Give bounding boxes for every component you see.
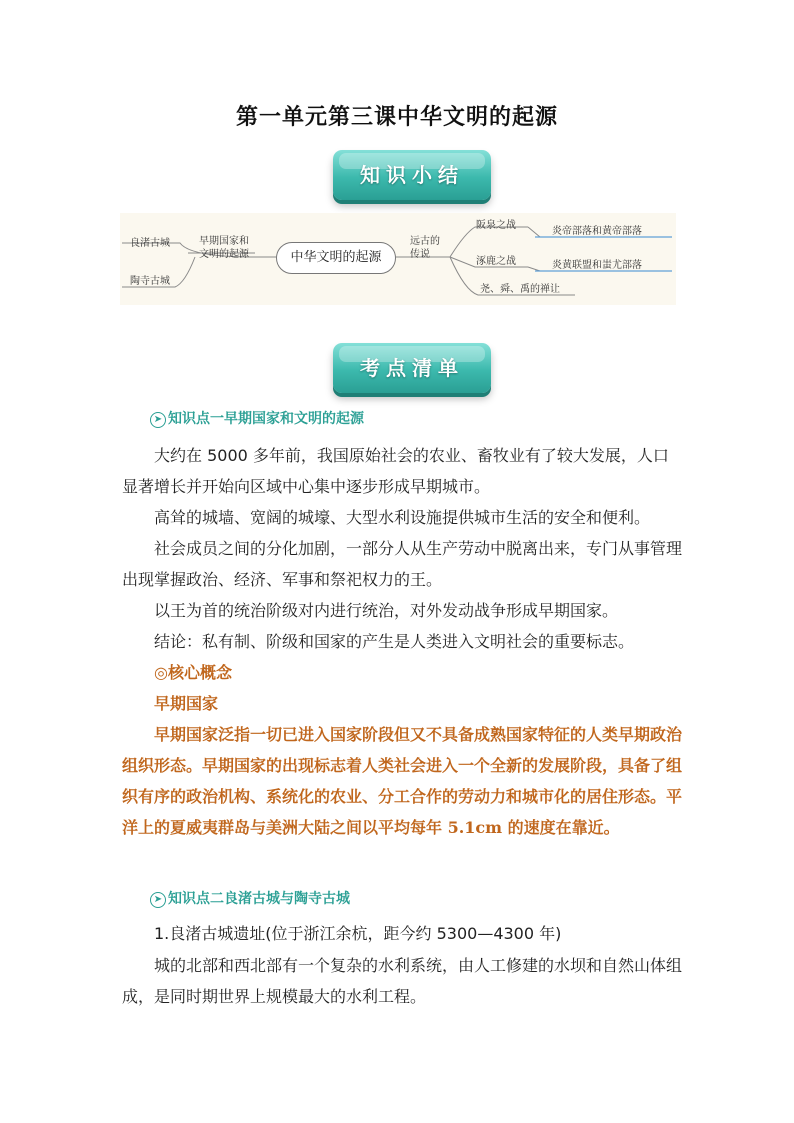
mind-map-leaf-taosi: 陶寺古城 xyxy=(130,276,170,287)
section1-heading-text: 知识点一早期国家和文明的起源 xyxy=(168,411,364,427)
section1-paragraph-1: 大约在 5000 多年前，我国原始社会的农业、畜牧业有了较大发展，人口显著增长并开始向区域中心集中逐步形成早期城市。 xyxy=(122,446,669,496)
arrow-circle-icon: ➤ xyxy=(150,892,166,908)
section1-heading xyxy=(150,408,364,428)
mind-map-center: 中华文明的起源 xyxy=(276,242,396,274)
mind-map-item-banquan: 阪泉之战 xyxy=(476,220,516,231)
mind-map-leaf-liangzhu: 良渚古城 xyxy=(130,238,170,249)
section2-heading-text: 知识点二良渚古城与陶寺古城 xyxy=(168,891,350,907)
section2-item1: 1.良渚古城遗址(位于浙江余杭，距今约 5300—4300 年) xyxy=(154,924,562,943)
mind-map-right-branch: 远古的 传说 xyxy=(410,236,440,260)
mind-map-item-shanrang: 尧、舜、禹的禅让 xyxy=(480,284,560,295)
mind-map-leaf-chiyou: 炎黄联盟和蚩尤部落 xyxy=(552,260,642,271)
core-concept-label: ◎核心概念 xyxy=(154,663,232,682)
mind-map-leaf-yan-huang: 炎帝部落和黄帝部落 xyxy=(552,226,642,237)
banner-label: 知识小结 xyxy=(360,163,464,187)
section1-paragraph-4: 以王为首的统治阶级对内进行统治，对外发动战争形成早期国家。 xyxy=(154,601,619,620)
section1-paragraph-3: 社会成员之间的分化加剧，一部分人从生产劳动中脱离出来，专门从事管理出现掌握政治、经济、军事和祭祀权力的王。 xyxy=(122,539,683,589)
banner-label: 考点清单 xyxy=(360,356,464,380)
concept-text: 早期国家泛指一切已进入国家阶段但又不具备成熟国家特征的人类早期政治组织形态。早期国家的出现标志着人类社会进入一个全新的发展阶段，具备了组织有序的政治机构、系统化的农业、分工合作的劳动力和城市化的居住形态。平洋上的夏威夷群岛与美洲大陆之间以平均每年 5.1cm 的速度在靠近。 xyxy=(122,725,683,837)
mind-map xyxy=(120,213,676,305)
exam-points-banner xyxy=(333,343,491,393)
section2-heading xyxy=(150,888,350,908)
mind-map-item-zhuolu: 涿鹿之战 xyxy=(476,256,516,267)
knowledge-summary-banner xyxy=(333,150,491,200)
page-title: 第一单元第三课中华文明的起源 xyxy=(235,105,558,130)
section1-paragraph-5: 结论：私有制、阶级和国家的产生是人类进入文明社会的重要标志。 xyxy=(154,632,635,651)
section2-item1-text: 城的北部和西北部有一个复杂的水利系统，由人工修建的水坝和自然山体组成，是同时期世界上规模最大的水利工程。 xyxy=(122,956,683,1006)
mind-map-left-branch: 早期国家和 文明的起源 xyxy=(199,236,249,260)
section1-paragraph-2: 高耸的城墙、宽阔的城壕、大型水利设施提供城市生活的安全和便利。 xyxy=(154,508,651,527)
concept-title: 早期国家 xyxy=(154,694,219,713)
arrow-circle-icon: ➤ xyxy=(150,412,166,428)
